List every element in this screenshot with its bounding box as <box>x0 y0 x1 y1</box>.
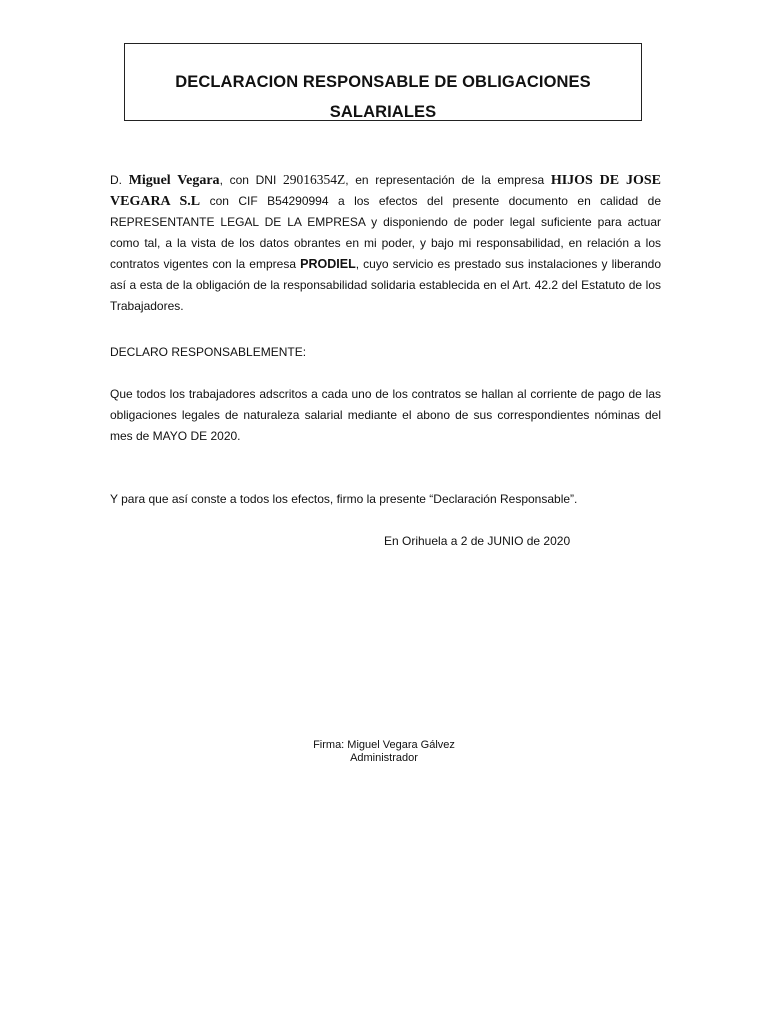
signature-role: Administrador <box>350 752 418 764</box>
signature-name: Firma: Miguel Vegara Gálvez <box>313 739 455 751</box>
company-intro-text: , en representación de la empresa <box>345 173 551 187</box>
declaration-heading: DECLARO RESPONSABLEMENTE: <box>110 345 307 359</box>
representation-closing-text: , cuyo servicio es prestado sus instalaciones y liberando así a esta de la obligación de la responsabilidad solidaria establecida en el Art. 42.2 del Estatuto de los Trabajadores. <box>110 257 661 313</box>
prefix-text: D. <box>110 173 129 187</box>
document-title-box <box>124 43 642 121</box>
representative-name: Miguel Vegara <box>128 173 220 188</box>
representation-paragraph <box>110 169 661 317</box>
company-name: HIJOS DE JOSE VEGARA S.L <box>110 173 661 209</box>
client-company-name: PRODIEL <box>300 257 356 271</box>
dni-label-text: , con DNI <box>219 173 283 187</box>
place-date-line: En Orihuela a 2 de JUNIO de 2020 <box>384 534 571 548</box>
document-title-line-2: SALARIALES <box>329 103 437 121</box>
dni-number: 29016354Z <box>282 172 346 187</box>
declaration-paragraph: Que todos los trabajadores adscritos a cada uno de los contratos se hallan al corriente de pago de las obligaciones legales de naturaleza salarial mediante el abono de sus correspondientes nóminas del mes de MAYO DE 2020. <box>110 387 661 443</box>
document-title-line-1: DECLARACION RESPONSABLE DE OBLIGACIONES <box>175 73 591 91</box>
representation-body-text: con CIF B54290994 a los efectos del presente documento en calidad de REPRESENTANTE LEGAL DE LA EMPRESA y disponiendo de poder legal suficiente para actuar como tal, a la vista de los datos obrantes en mi poder, y bajo mi responsabilidad, en relación a los contratos vigentes con la empresa <box>110 194 662 271</box>
signature-block <box>300 739 468 765</box>
closing-paragraph: Y para que así conste a todos los efectos, firmo la presente “Declaración Responsable”. <box>110 492 578 506</box>
